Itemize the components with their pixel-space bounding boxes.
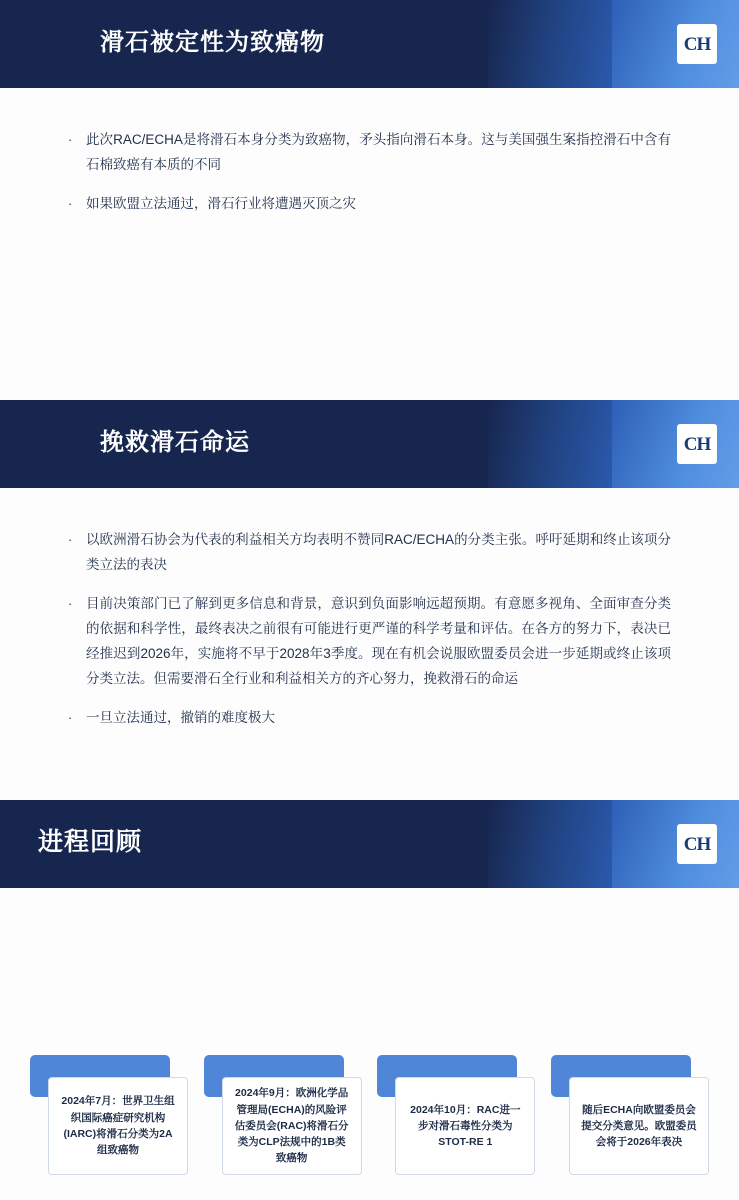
bullet-text: 此次RAC/ECHA是将滑石本身分类为致癌物，矛头指向滑石本身。这与美国强生案指控滑石中含有石棉致癌有本质的不同 bbox=[86, 132, 671, 172]
logo-text: CH bbox=[683, 433, 711, 455]
header-band-mid bbox=[488, 400, 618, 488]
timeline-card bbox=[48, 1077, 188, 1175]
logo-text: CH bbox=[683, 833, 711, 855]
bullet-dot: · bbox=[68, 132, 73, 147]
slide-save-talc-fate bbox=[0, 400, 739, 800]
company-logo bbox=[677, 824, 717, 864]
list-item bbox=[68, 528, 671, 578]
timeline bbox=[0, 1055, 739, 1190]
slide-body bbox=[0, 88, 739, 217]
timeline-item bbox=[204, 1055, 362, 1175]
timeline-card-text: 2024年7月：世界卫生组织国际癌症研究机构(IARC)将滑石分类为2A组致癌物 bbox=[61, 1095, 175, 1157]
page-title: 挽救滑石命运 bbox=[100, 429, 250, 456]
list-item bbox=[68, 192, 671, 217]
slide-header bbox=[0, 400, 739, 488]
list-item bbox=[68, 592, 671, 692]
list-item bbox=[68, 128, 671, 178]
bullet-dot: · bbox=[68, 195, 73, 211]
page-title: 滑石被定性为致癌物 bbox=[100, 29, 325, 56]
timeline-item bbox=[377, 1055, 535, 1175]
timeline-card bbox=[569, 1077, 709, 1175]
bullet-text: 一旦立法通过，撤销的难度极大 bbox=[86, 709, 275, 725]
timeline-item bbox=[30, 1055, 188, 1175]
company-logo bbox=[677, 424, 717, 464]
header-band-light bbox=[612, 0, 739, 88]
header-band-mid bbox=[488, 800, 618, 888]
header-band-light bbox=[612, 800, 739, 888]
header-band-light bbox=[612, 400, 739, 488]
timeline-item bbox=[551, 1055, 709, 1175]
page-title: 进程回顾 bbox=[38, 828, 143, 856]
slide-header bbox=[0, 800, 739, 888]
header-band-mid bbox=[488, 0, 618, 88]
bullet-text: 目前决策部门已了解到更多信息和背景，意识到负面影响远超预期。有意愿多视角、全面审查分类的依据和科学性，最终表决之前很有可能进行更严谨的科学考量和评估。在各方的努力下，表决已经推迟到2026年，实施将不早于2028年3季度。现在有机会说服欧盟委员会进一步延期或终止该项分类立法。但需要滑石全行业和利益相关方的齐心努力，挽救滑石的命运 bbox=[86, 595, 671, 686]
bullet-dot: · bbox=[68, 709, 73, 725]
slide-body bbox=[0, 488, 739, 731]
bullet-text: 如果欧盟立法通过，滑石行业将遭遇灭顶之灾 bbox=[86, 195, 356, 211]
timeline-card bbox=[222, 1077, 362, 1175]
bullet-text: 以欧洲滑石协会为代表的利益相关方均表明不赞同RAC/ECHA的分类主张。呼吁延期和终止该项分类立法的表决 bbox=[86, 532, 671, 572]
logo-text: CH bbox=[683, 33, 711, 55]
timeline-card-text: 2024年10月：RAC进一步对滑石毒性分类为STOT-RE 1 bbox=[410, 1103, 521, 1149]
timeline-card bbox=[395, 1077, 535, 1175]
timeline-card-text: 随后ECHA向欧盟委员会提交分类意见。欧盟委员会将于2026年表决 bbox=[581, 1103, 697, 1149]
slide-process-review bbox=[0, 800, 739, 1200]
slide-header bbox=[0, 0, 739, 88]
bullet-dot: · bbox=[68, 532, 73, 547]
company-logo bbox=[677, 24, 717, 64]
slide-talc-carcinogen bbox=[0, 0, 739, 400]
bullet-dot: · bbox=[68, 595, 73, 611]
list-item bbox=[68, 706, 671, 731]
timeline-card-text: 2024年9月：欧洲化学品管理局(ECHA)的风险评估委员会(RAC)将滑石分类为CLP法规中的1B类致癌物 bbox=[234, 1087, 349, 1165]
